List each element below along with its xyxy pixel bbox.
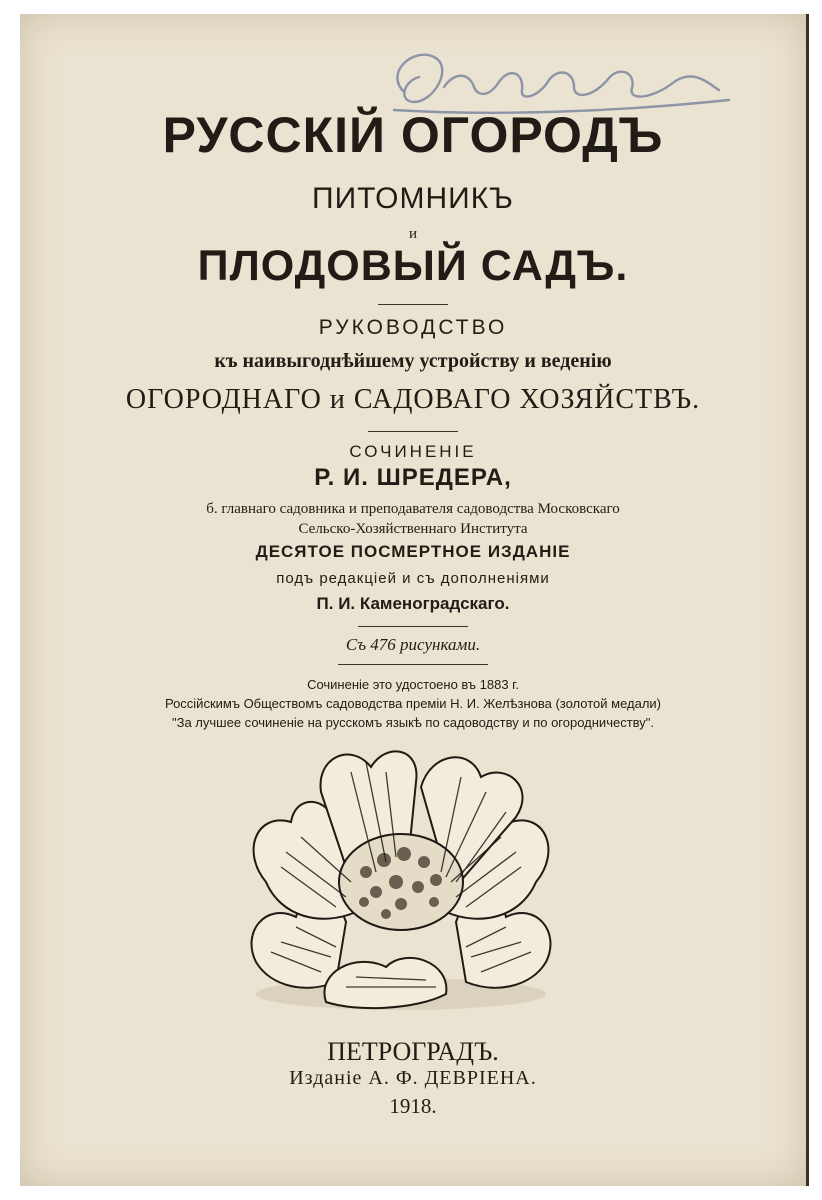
title-page	[20, 14, 809, 1186]
edition-title: ДЕСЯТОЕ ПОСМЕРТНОЕ ИЗДАНІЕ	[255, 542, 571, 561]
author-description-2: Сельско-Хозяйственнаго Института	[298, 521, 528, 537]
divider	[368, 431, 458, 432]
subtitle-economies: ОГОРОДНАГО и САДОВАГО ХОЗЯЙСТВЪ.	[125, 384, 701, 415]
imprint-city: ПЕТРОГРАДЪ.	[327, 1037, 499, 1066]
editor-name: П. И. Каменоградскаго.	[316, 594, 510, 613]
divider	[358, 626, 468, 627]
award-line-3: "За лучшее сочиненіе на русскомъ языкѣ по садоводству и по огородничеству".	[172, 715, 654, 730]
divider	[378, 304, 448, 305]
divider	[338, 664, 488, 665]
title-conjunction: и	[408, 226, 418, 242]
title-line-nursery: ПИТОМНИКЪ	[312, 182, 514, 215]
award-line-2: Россійскимъ Обществомъ садоводства преміи Н. И. Желѣзнова (золотой медали)	[164, 696, 662, 711]
subtitle-guide: РУКОВОДСТВО	[318, 316, 508, 339]
award-line-1: Сочиненіе это удостоено въ 1883 г.	[307, 677, 519, 692]
cauliflower-engraving	[236, 732, 566, 1017]
subtitle-description: къ наивыгоднѣйшему устройству и веденію	[214, 350, 612, 372]
author-description-1: б. главнаго садовника и преподавателя садоводства Московскаго	[206, 501, 620, 517]
imprint-year: 1918.	[389, 1094, 437, 1118]
main-title: РУССКІЙ ОГОРОДЪ	[162, 107, 664, 163]
imprint-publisher: Изданіе А. Ф. ДЕВРІЕНА.	[289, 1067, 537, 1089]
author-label: СОЧИНЕНІЕ	[349, 442, 477, 461]
figures-note: Съ 476 рисунками.	[345, 635, 481, 654]
editor-label: подъ редакціей и съ дополненіями	[276, 570, 550, 587]
author-name: Р. И. ШРЕДЕРА,	[314, 464, 512, 491]
title-line-orchard: ПЛОДОВЫЙ САДЪ.	[197, 242, 629, 290]
